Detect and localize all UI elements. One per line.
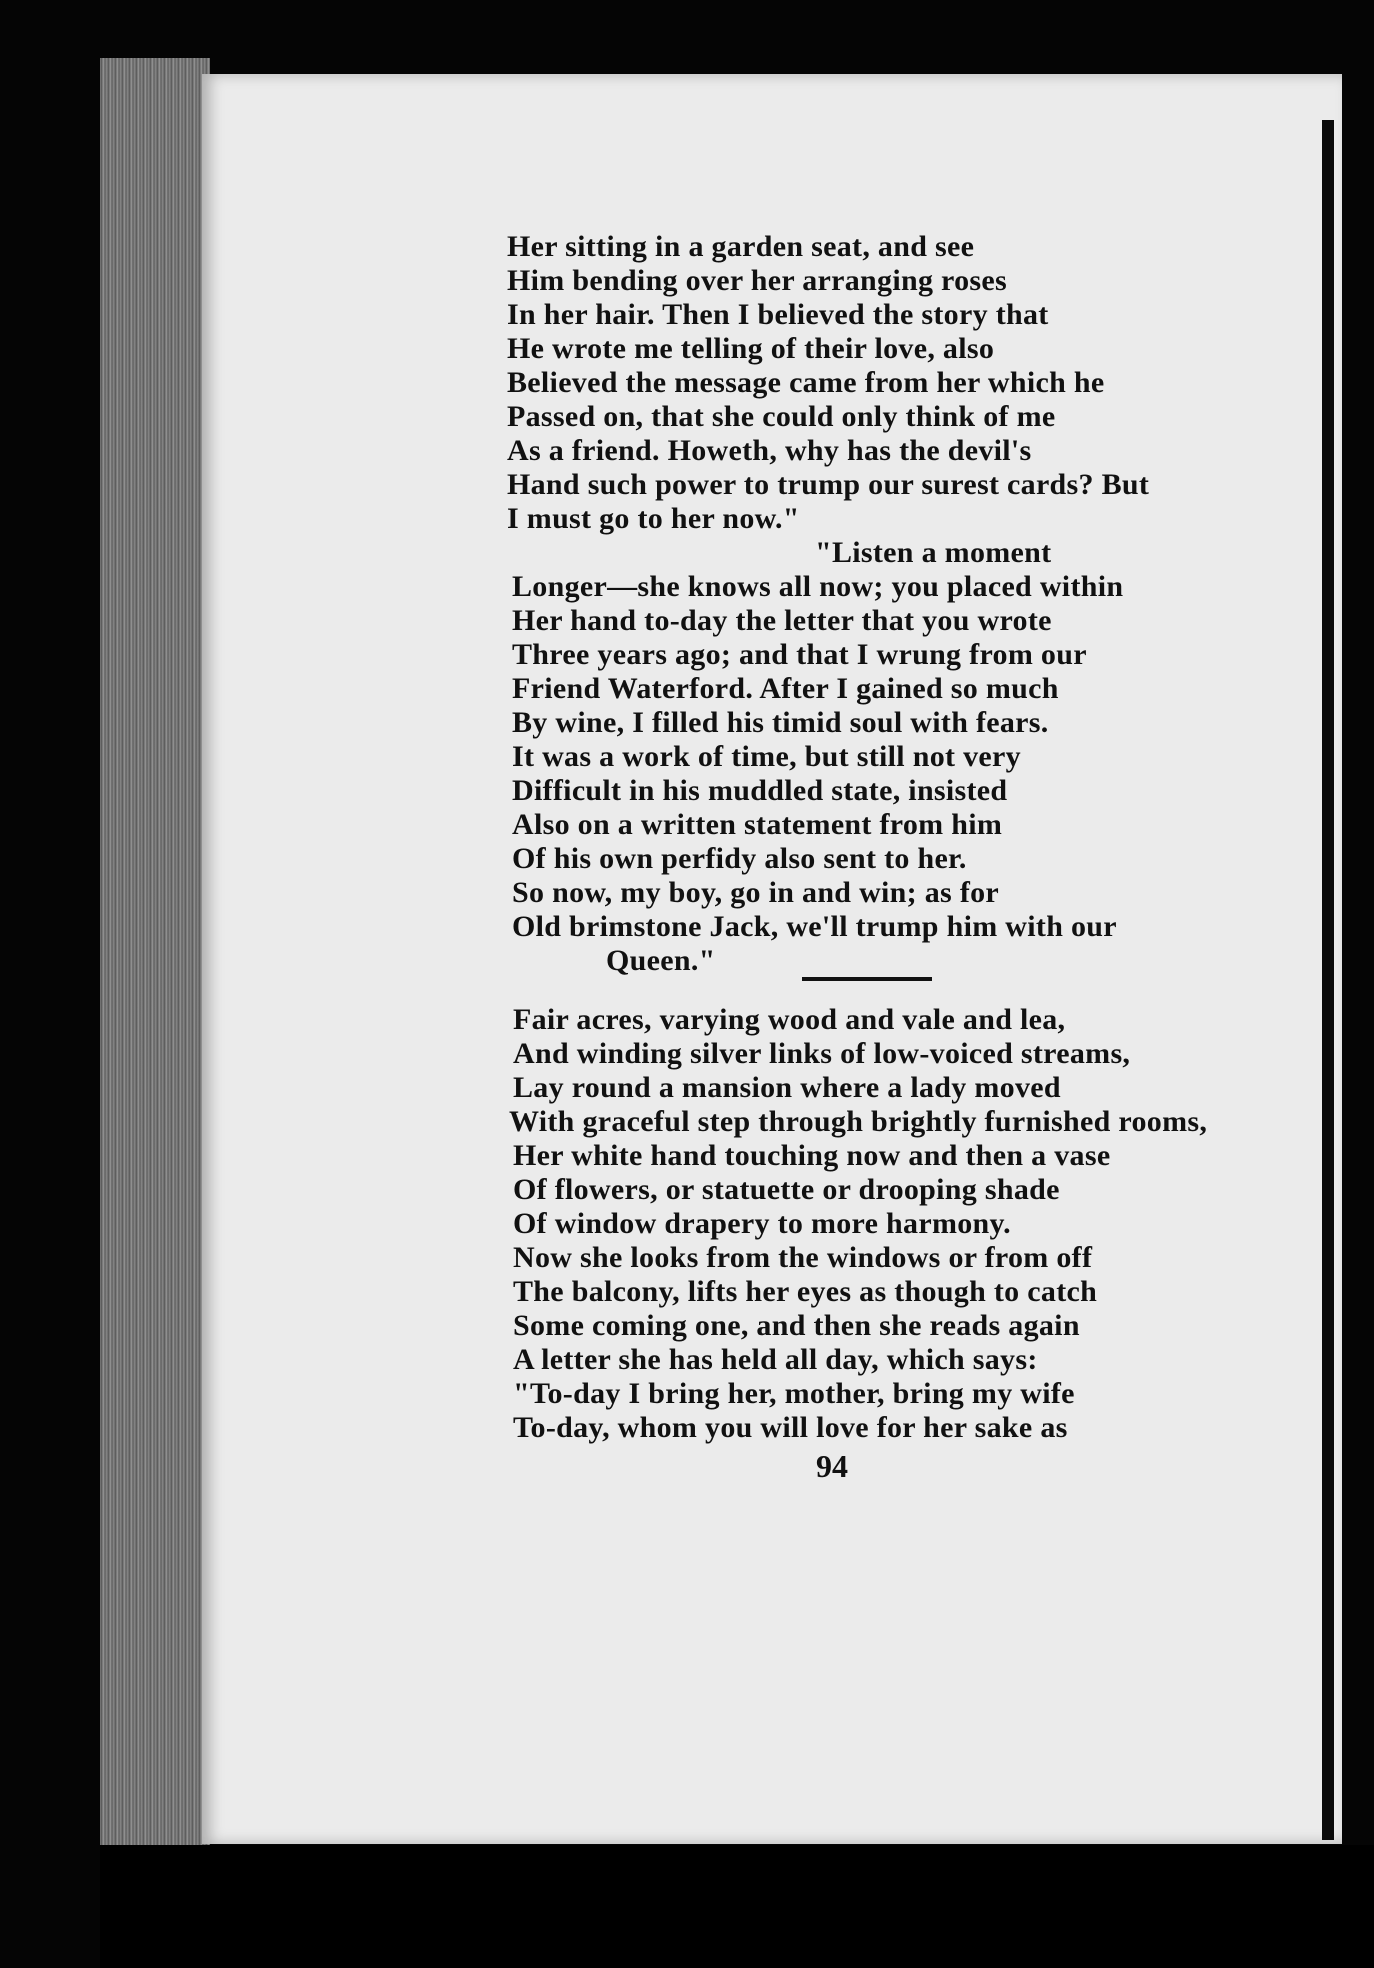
poem-line: Friend Waterford. After I gained so much [512,672,1059,705]
poem-line: Difficult in his muddled state, insisted [512,774,1008,807]
poem-line: And winding silver links of low-voiced streams, [513,1037,1131,1070]
poem-line: He wrote me telling of their love, also [507,332,995,365]
poem-line: Longer—she knows all now; you placed within [512,570,1124,603]
poem-line: Hand such power to trump our surest cards? But [507,468,1150,501]
poem-line: I must go to her now." [507,502,800,535]
poem-line: Some coming one, and then she reads again [513,1309,1080,1342]
poem-line: Him bending over her arranging roses [507,264,1007,297]
poem-line: A letter she has held all day, which says: [513,1343,1038,1376]
poem-line: Old brimstone Jack, we'll trump him with our [512,910,1117,943]
poem-line: In her hair. Then I believed the story that [507,298,1049,331]
poem-line: Of flowers, or statuette or drooping shade [513,1173,1060,1206]
poem-line: Fair acres, varying wood and vale and lea, [513,1003,1066,1036]
poem-line: Three years ago; and that I wrung from our [512,638,1087,671]
poem-line: Of window drapery to more harmony. [513,1207,1011,1240]
poem-line: As a friend. Howeth, why has the devil's [507,434,1032,467]
poem-line: Lay round a mansion where a lady moved [513,1071,1061,1104]
poem-line: By wine, I filled his timid soul with fears. [512,706,1049,739]
page-number: 94 [816,1448,848,1484]
poem-line: Her hand to-day the letter that you wrote [512,604,1052,637]
poem-line: To-day, whom you will love for her sake as [513,1411,1068,1444]
poem-line: Believed the message came from her which he [507,366,1105,399]
poem-line: With graceful step through brightly furnished rooms, [509,1105,1208,1138]
poem-line: Her sitting in a garden seat, and see [507,230,975,263]
poem-line: Of his own perfidy also sent to her. [512,842,967,875]
poem-line: Queen." [606,944,716,977]
poem-line: "To-day I bring her, mother, bring my wife [513,1377,1075,1410]
poem-line: Passed on, that she could only think of me [507,400,1056,433]
poem-line: It was a work of time, but still not very [512,740,1021,773]
poem-line: Now she looks from the windows or from off [513,1241,1093,1274]
poem-line: Also on a written statement from him [512,808,1003,841]
poem-line: Her white hand touching now and then a vase [513,1139,1111,1172]
poem-line: The balcony, lifts her eyes as though to catch [513,1275,1098,1308]
poem-line: So now, my boy, go in and win; as for [512,876,1000,909]
section-divider [802,977,932,981]
poem-line: "Listen a moment [815,536,1052,569]
